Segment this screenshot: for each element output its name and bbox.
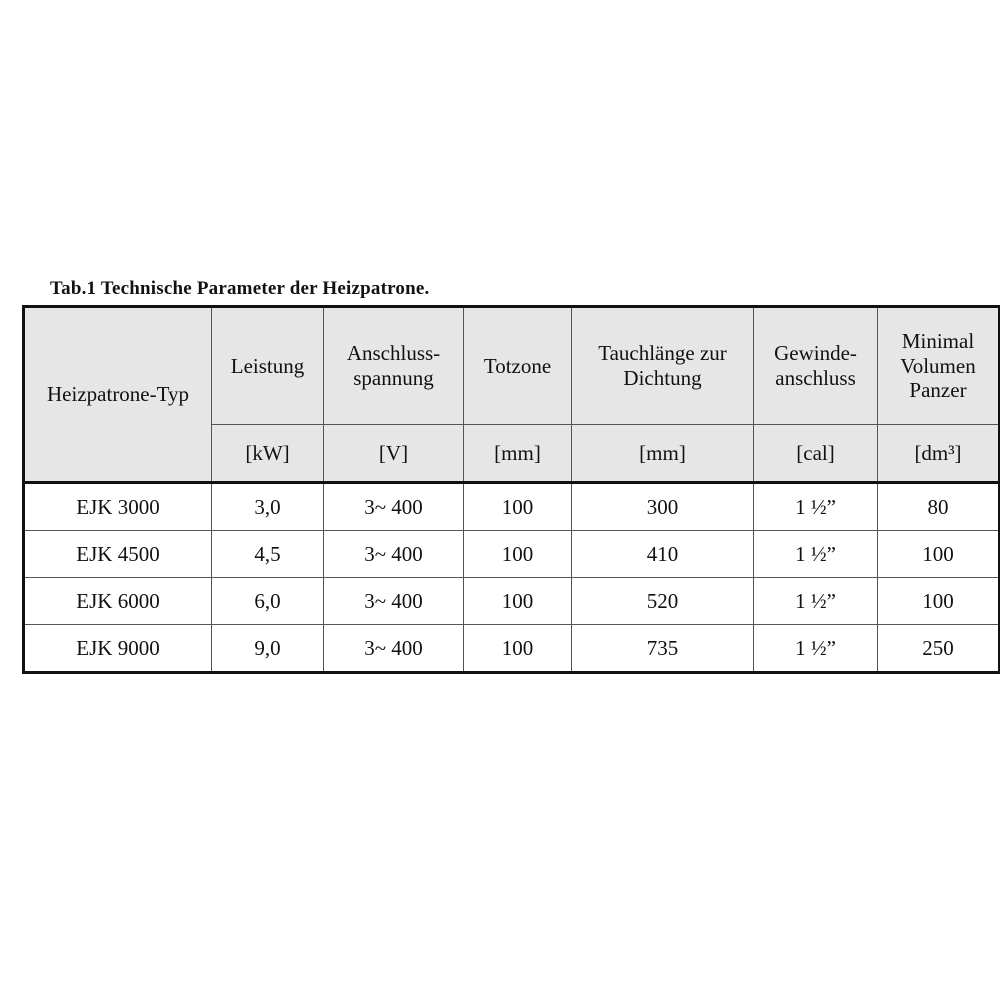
cell-length: 735 (572, 625, 754, 673)
header-label-deadzone: Totzone (483, 353, 552, 378)
header-label-type-line1: Heizpatrone-Typ (47, 382, 189, 407)
table-row (24, 578, 1000, 625)
header-row-main (24, 307, 1000, 425)
cell-power: 4,5 (212, 531, 324, 578)
cell-length: 520 (572, 578, 754, 625)
header-cell-voltage (324, 307, 464, 425)
cell-thread: 1 ½” (754, 625, 878, 673)
table-row (24, 531, 1000, 578)
cell-length: 300 (572, 483, 754, 531)
cell-voltage: 3~ 400 (324, 578, 464, 625)
header-cell-type (24, 307, 212, 483)
header-label-length-line2: Dichtung (623, 366, 702, 390)
cell-volume: 250 (878, 625, 1000, 673)
cell-type: EJK 3000 (24, 483, 212, 531)
header-label-voltage-line1: Anschluss- (346, 341, 441, 366)
header-cell-length (572, 307, 754, 425)
unit-cell-volume: [dm³] (878, 425, 1000, 483)
cell-volume: 100 (878, 578, 1000, 625)
unit-cell-power: [kW] (212, 425, 324, 483)
cell-deadzone: 100 (464, 625, 572, 673)
cell-voltage: 3~ 400 (324, 483, 464, 531)
table-header (24, 307, 1000, 483)
unit-cell-length: [mm] (572, 425, 754, 483)
table-row (24, 625, 1000, 673)
header-label-voltage-line2: spannung (353, 366, 434, 390)
header-label-thread-line2: anschluss (775, 366, 856, 390)
header-label-length-line1: Tauchlänge zur (598, 341, 727, 366)
unit-cell-thread: [cal] (754, 425, 878, 483)
cell-deadzone: 100 (464, 578, 572, 625)
cell-volume: 100 (878, 531, 1000, 578)
table-container (22, 278, 978, 674)
unit-cell-deadzone: [mm] (464, 425, 572, 483)
cell-length: 410 (572, 531, 754, 578)
header-label-volume-line3: Panzer (909, 378, 967, 403)
header-label-volume-line1: Minimal (901, 328, 975, 353)
cell-type: EJK 9000 (24, 625, 212, 673)
cell-power: 6,0 (212, 578, 324, 625)
cell-voltage: 3~ 400 (324, 625, 464, 673)
cell-power: 3,0 (212, 483, 324, 531)
cell-type: EJK 6000 (24, 578, 212, 625)
cell-deadzone: 100 (464, 483, 572, 531)
header-cell-power (212, 307, 324, 425)
table-body (24, 483, 1000, 673)
table-row (24, 483, 1000, 531)
table-caption: Tab.1 Technische Parameter der Heizpatrone. (50, 278, 430, 299)
header-label-volume-line2: Volumen (900, 353, 976, 378)
cell-thread: 1 ½” (754, 483, 878, 531)
cell-thread: 1 ½” (754, 578, 878, 625)
cell-volume: 80 (878, 483, 1000, 531)
header-cell-thread (754, 307, 878, 425)
header-cell-volume (878, 307, 1000, 425)
cell-voltage: 3~ 400 (324, 531, 464, 578)
technical-parameters-table (22, 305, 1000, 674)
cell-power: 9,0 (212, 625, 324, 673)
header-cell-deadzone (464, 307, 572, 425)
header-label-power: Leistung (230, 353, 305, 378)
cell-thread: 1 ½” (754, 531, 878, 578)
cell-deadzone: 100 (464, 531, 572, 578)
unit-cell-voltage: [V] (324, 425, 464, 483)
cell-type: EJK 4500 (24, 531, 212, 578)
header-label-thread-line1: Gewinde- (774, 341, 857, 366)
